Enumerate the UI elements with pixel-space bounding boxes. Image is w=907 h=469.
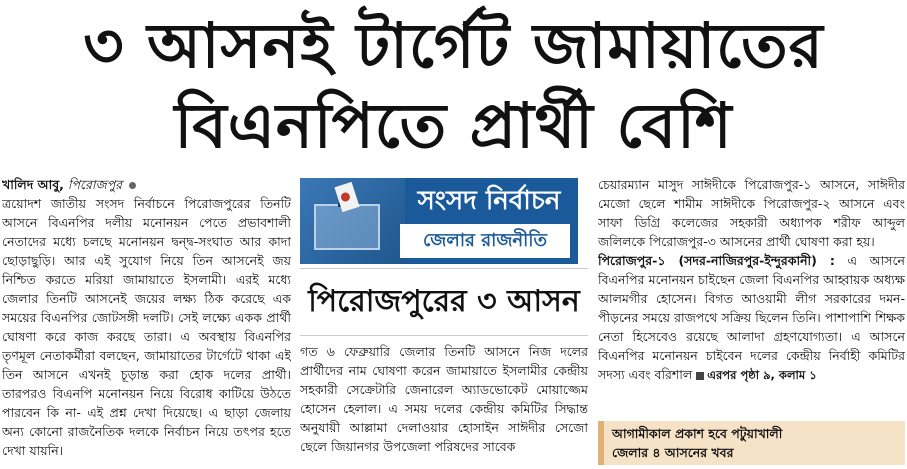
square-bullet-icon	[696, 372, 704, 380]
right-column-para-1: চেয়ারম্যান মাসুদ সাঈদীকে পিরোজপুর-১ আসনে, সাঈদীর মেজো ছেলে শামীম সাঈদীকে পিরোজপুর-২ আসনে এবং সাফা ডিগ্রি কলেজের সহকারী অধ্যাপক শরীফ আব্দুল জলিলকে পিরোজপুর-৩ আসনের প্রার্থী ঘোষণা করা হয়।	[598, 177, 905, 249]
article-column-middle	[300, 342, 588, 469]
middle-column-text: গত ৬ ফেব্রুয়ারি জেলার তিনটি আসনে নিজ দলের প্রার্থীদের নাম ঘোষণা করেন জামায়াতে ইসলামীর কেন্দ্রীয় সহকারী সেক্রেটারি জেনারেল অ্যাডভোকেট মোয়াজ্জেম হোসেন হেলাল। এ সময় দলের কেন্দ্রীয় কমিটির সিদ্ধান্ত অনুযায়ী আল্লামা দেলাওয়ার হোসাইন সাঈদীর সেজো ছেলে জিয়ানগর উপজেলা পরিষদের সাবেক	[300, 344, 588, 454]
promo-line-2: জেলার ৪ আসনের খবর	[612, 445, 734, 460]
next-day-promo	[598, 421, 905, 465]
banner-subtitle: জেলার রাজনীতি	[400, 224, 570, 258]
continued-note	[696, 368, 816, 382]
constituency-subhead: পিরোজপুর-১ (সদর-নাজিরপুর-ইন্দুরকানী) :	[598, 253, 835, 268]
left-column-text: ত্রয়োদশ জাতীয় সংসদ নির্বাচনে পিরোজপুরের তিনটি আসনে বিএনপির দলীয় মনোনয়ন পেতে প্রভাবশালী নেতাদের মধ্যে চলছে মনোনয়ন দ্বন্দ্ব-সংঘাত আর কাদা ছোড়াছুড়ি। আর এই সুযোগ নিয়ে তিন আসনেই জয় নিশ্চিত করতে মরিয়া জামায়াতে ইসলামী। এরই মধ্যে জেলার তিনটি আসনেই জয়ের লক্ষ্য ঠিক করেছে এক সময়ের বিএনপির জোটসঙ্গী দলটি। সেই লক্ষ্যে একক প্রার্থী ঘোষণা করে কাজ করছে তারা। এ অবস্থায় বিএনপির তৃণমূল নেতাকর্মীরা বলছেন, জামায়াতের টার্গেটে থাকা এই তিন আসনে এখনই চূড়ান্ত করা হোক দলের প্রার্থী। তারপরও বিএনপি মনোনয়ন নিয়ে বিরোধ কাটিয়ে উঠতে পারবেন কি না- এই প্রশ্ন দেখা দিয়েছে। এ ছাড়া জেলায় অন্য কোনো রাজনৈতিক দলকে নির্বাচন নিয়ে তৎপর হতে দেখা যায়নি।	[2, 196, 291, 458]
election-banner	[300, 178, 578, 264]
continued-text: এরপর পৃষ্ঠা ৯, কলাম ১	[707, 368, 817, 382]
article-column-right	[598, 175, 905, 415]
article-column-left	[2, 175, 291, 469]
byline	[2, 177, 136, 192]
right-column-para-2: এ আসনে বিএনপির মনোনয়ন চাইছেন জেলা বিএনপির আহ্বায়ক অধ্যক্ষ আলমগীর হোসেন। বিগত আওয়ামী লীগ সরকারের দমন-পীড়নের সময়ে রাজপথে সক্রিয় ছিলেন তিনি। পাশাপাশি শিক্ষক নেতা হিসেবেও রয়েছে আলাদা গ্রহণযোগ্যতা। এ আসনে বিএনপির মনোনয়ন চাইবেন দলের কেন্দ্রীয় নির্বাহী কমিটির সদস্য এবং বরিশাল	[598, 253, 905, 382]
byline-location: পিরোজপুর	[67, 177, 123, 192]
headline-line-2: বিএনপিতে প্রার্থী বেশি	[174, 89, 733, 162]
bullet-dot-icon	[129, 182, 136, 189]
ballot-box-icon	[300, 178, 405, 264]
seat-heading: পিরোজপুরের ৩ আসন	[300, 268, 588, 336]
promo-line-1: আগামীকাল প্রকাশ হবে পটুয়াখালী	[612, 426, 783, 441]
headline	[0, 0, 907, 172]
byline-author: খালিদ আবু,	[2, 177, 64, 192]
banner-title: সংসদ নির্বাচন	[417, 186, 561, 216]
headline-line-1: ৩ আসনই টার্গেট জামায়াতের	[83, 9, 824, 82]
